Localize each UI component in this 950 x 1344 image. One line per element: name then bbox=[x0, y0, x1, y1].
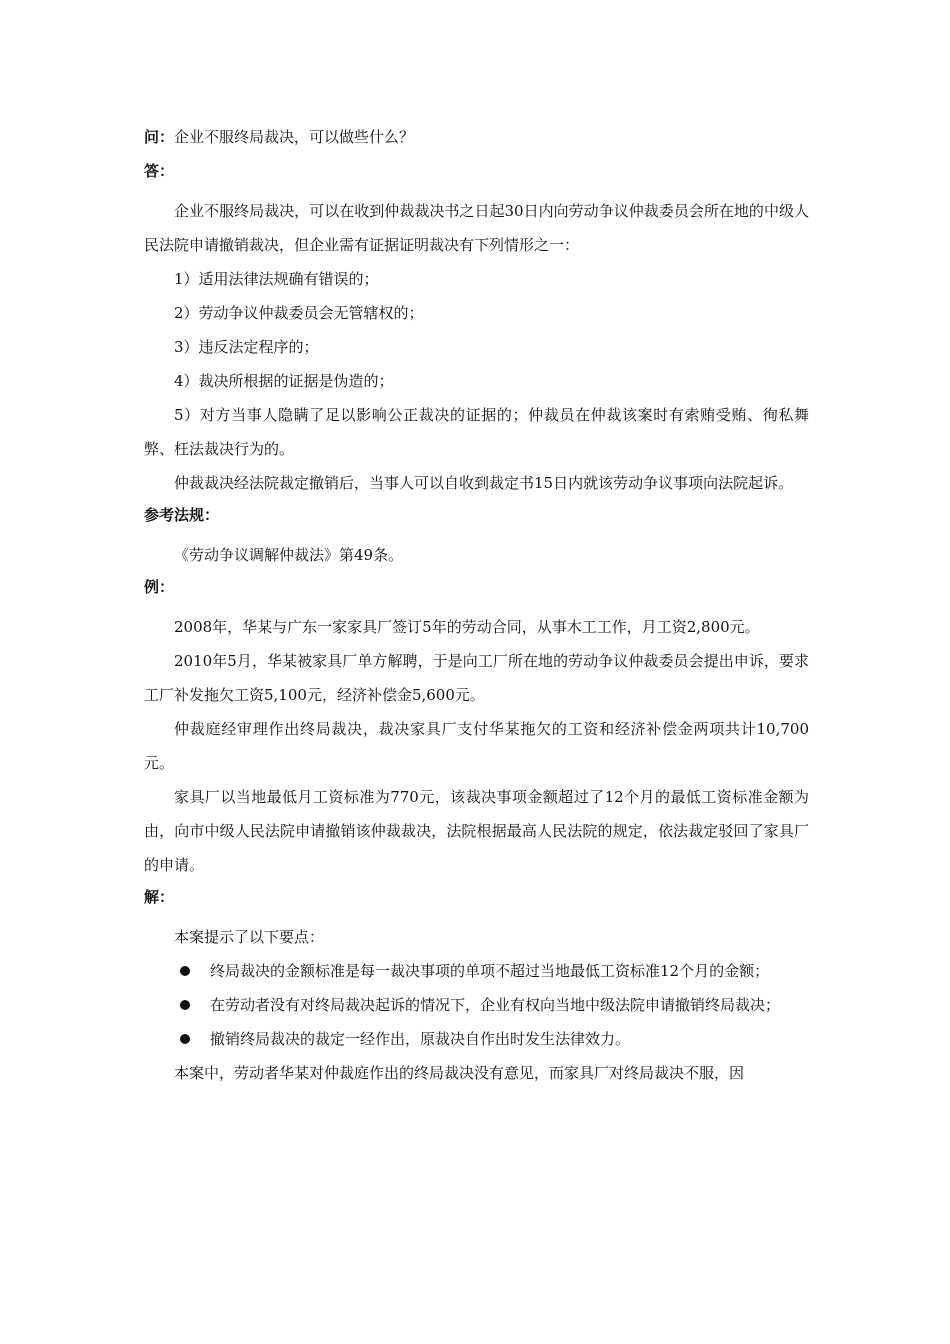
example-paragraph: 2008年，华某与广东一家家具厂签订5年的劳动合同，从事木工工作，月工资2,800元。 bbox=[174, 618, 760, 636]
solution-closing: 本案中，劳动者华某对仲裁庭作出的终局裁决没有意见，而家具厂对终局裁决不服，因 bbox=[174, 1064, 745, 1082]
bullet-dot-icon bbox=[180, 966, 190, 976]
question-label: 问： bbox=[144, 128, 175, 146]
answer-label: 答： bbox=[144, 162, 175, 180]
answer-item: 3）违反法定程序的； bbox=[174, 338, 319, 356]
answer-item: 5）对方当事人隐瞒了足以影响公正裁决的证据的；仲裁员在仲裁该案时有索贿受贿、徇私舞弊、枉法裁决行为的。 bbox=[144, 406, 809, 458]
answer-intro: 企业不服终局裁决，可以在收到仲裁裁决书之日起30日内向劳动争议仲裁委员会所在地的中级人民法院申请撤销裁决，但企业需有证据证明裁决有下列情形之一： bbox=[144, 202, 809, 254]
answer-item: 1）适用法律法规确有错误的； bbox=[174, 270, 379, 288]
bullet-dot-icon bbox=[180, 1034, 190, 1044]
solution-label: 解： bbox=[144, 888, 175, 906]
example-label: 例： bbox=[144, 578, 175, 596]
example-paragraph: 仲裁庭经审理作出终局裁决，裁决家具厂支付华某拖欠的工资和经济补偿金两项共计10,700元。 bbox=[144, 720, 809, 772]
reference-text: 《劳动争议调解仲裁法》第49条。 bbox=[174, 546, 404, 564]
list-item: 在劳动者没有对终局裁决起诉的情况下，企业有权向当地中级法院申请撤销终局裁决； bbox=[144, 988, 809, 1022]
example-paragraph: 2010年5月，华某被家具厂单方解聘，于是向工厂所在地的劳动争议仲裁委员会提出申诉，要求工厂补发拖欠工资5,100元，经济补偿金5,600元。 bbox=[144, 652, 809, 704]
reference-label: 参考法规： bbox=[144, 506, 220, 524]
list-item: 终局裁决的金额标准是每一裁决事项的单项不超过当地最低工资标准12个月的金额； bbox=[144, 954, 809, 988]
solution-intro: 本案提示了以下要点： bbox=[174, 928, 325, 946]
answer-item: 2）劳动争议仲裁委员会无管辖权的； bbox=[174, 304, 424, 322]
list-item: 撤销终局裁决的裁定一经作出，原裁决自作出时发生法律效力。 bbox=[144, 1022, 809, 1056]
answer-item: 4）裁决所根据的证据是伪造的； bbox=[174, 372, 394, 390]
bullet-dot-icon bbox=[180, 1000, 190, 1010]
document-body bbox=[144, 126, 809, 1090]
example-paragraph: 家具厂以当地最低月工资标准为770元，该裁决事项金额超过了12个月的最低工资标准金额为由，向市中级人民法院申请撤销该仲裁裁决，法院根据最高人民法院的规定，依法裁定驳回了家具厂的申请。 bbox=[144, 788, 809, 874]
solution-bullet-list bbox=[144, 954, 809, 1056]
question-text: 企业不服终局裁决，可以做些什么？ bbox=[174, 128, 415, 146]
question-line bbox=[144, 126, 809, 148]
answer-closing: 仲裁裁决经法院裁定撤销后，当事人可以自收到裁定书15日内就该劳动争议事项向法院起诉。 bbox=[174, 474, 794, 492]
